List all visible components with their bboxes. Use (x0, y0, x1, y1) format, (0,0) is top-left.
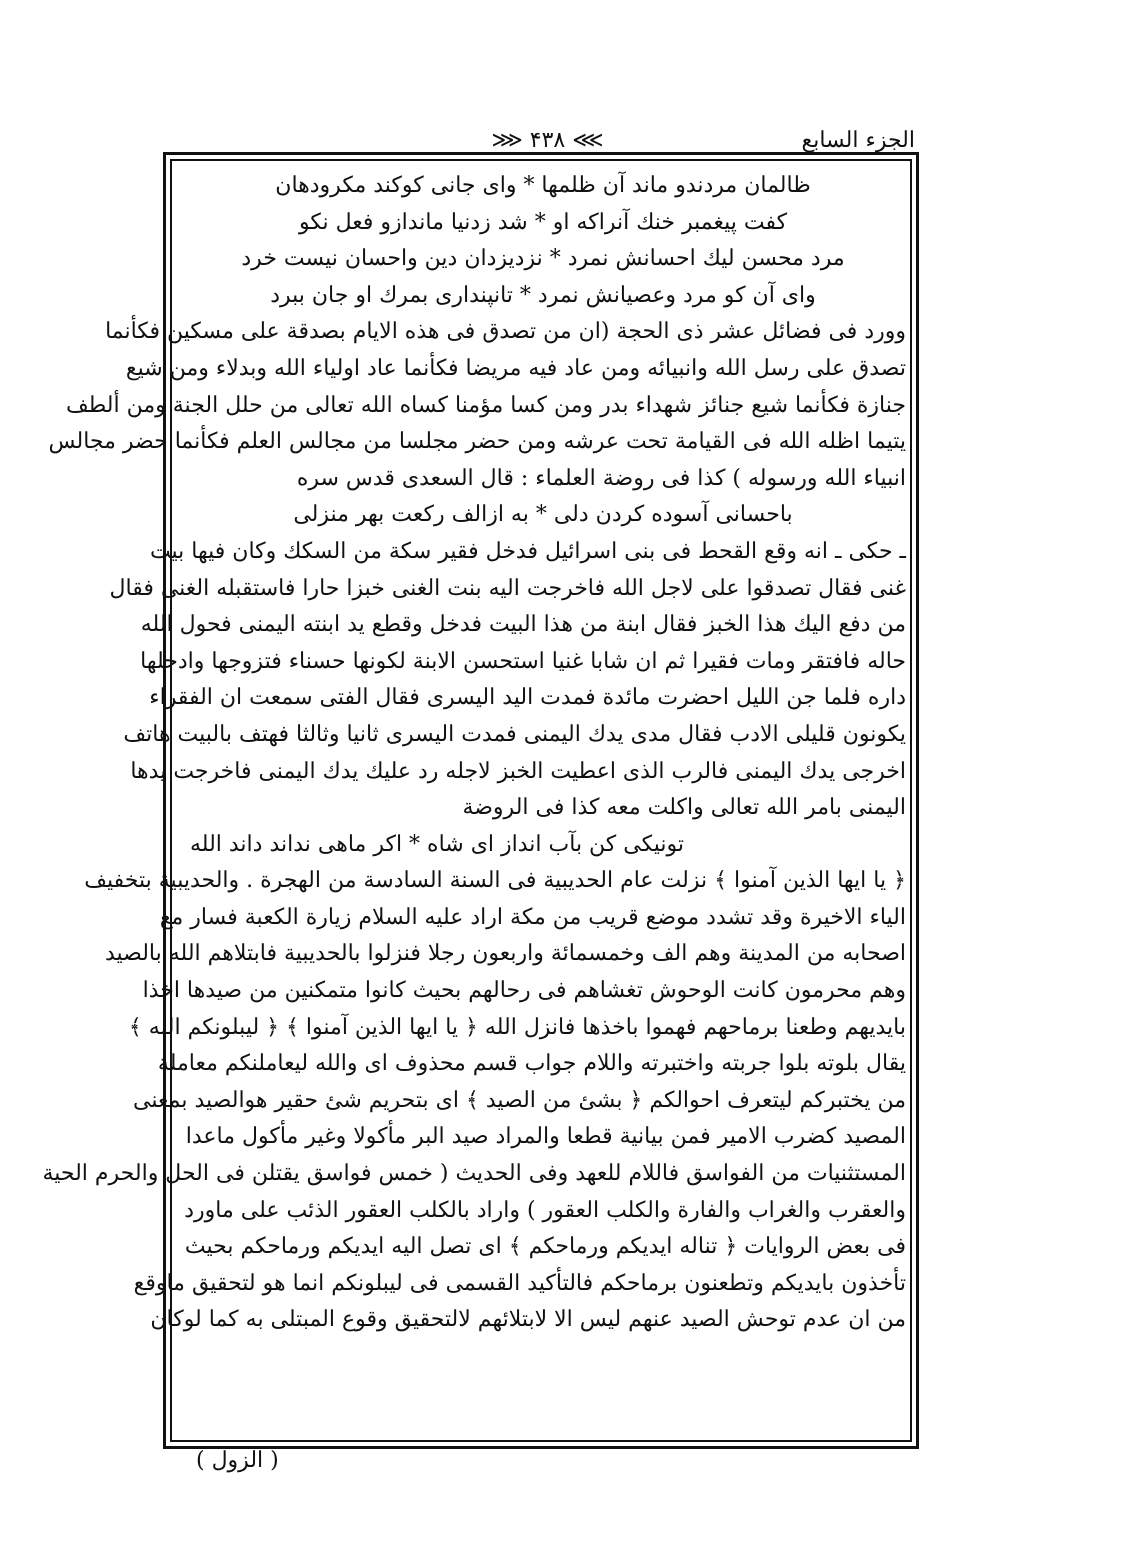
verse-line: باحسانی آسوده کردن دلی * به ازالف رکعت بهر منزلی (293, 502, 793, 528)
text-line: حاله فافتقر ومات فقیرا ثم ان شابا غنیا استحسن الابنة لکونها حسناء فتزوجها وادخلها (140, 648, 906, 674)
volume-label: الجزء السابع (801, 128, 915, 153)
text-line: جنازة فکأنما شیع جنائز شهداء بدر ومن کسا مؤمنا کساه الله تعالی من حلل الجنة ومن ألطف (65, 392, 906, 418)
text-line: تأخذون بایدیکم وتطعنون برماحکم فالتأکید القسمی فی لیبلونکم انما هو لتحقیق ماوقع (133, 1270, 906, 1296)
text-line: غنی فقال تصدقوا علی لاجل الله فاخرجت الیه بنت الغنی خبزا حارا فاستقبله الغنی فقال (109, 575, 906, 601)
page-number: ⋙ ۴۳۸ ⋘ (491, 128, 604, 153)
text-line: من دفع الیك هذا الخبز فقال ابنة من هذا البیت فدخل وقطع ید ابنته الیمنی فحول الله (140, 612, 906, 638)
catchword: ( الزول ) (196, 1448, 279, 1473)
verse-line: کفت پیغمبر خنك آنراکه او * شد زدنیا ماندازو فعل نکو (298, 209, 788, 235)
text-line: اصحابه من المدینة وهم الف وخمسمائة واربعون رجلا فنزلوا بالحدیبیة فابتلاهم الله بالصید (104, 941, 906, 967)
verse-line: مرد محسن لیك احسانش نمرد * نزدیزدان دین واحسان نیست خرد (241, 246, 845, 272)
text-line: وهم محرمون کانت الوحوش تغشاهم فی رحالهم بحیث کانوا متمکنین من صیدها اخذا (142, 978, 906, 1004)
page-body (42, 168, 906, 1339)
page-number-value: ۴۳۸ (529, 128, 566, 153)
text-line: المستثنیات من الفواسق فاللام للعهد وفی الحدیث ( خمس فواسق یقتلن فی الحل والحرم الحیة (42, 1161, 906, 1187)
text-line: فی بعض الروایات ﴿ تناله ایدیکم ورماحکم ﴾ ای تصل الیه ایدیکم ورماحکم بحیث (184, 1234, 906, 1260)
text-line: یقال بلوته بلوا جربته واختبرته واللام جواب قسم محذوف ای والله لیعاملنکم معاملة (157, 1051, 906, 1077)
text-line: اخرجی یدك الیمنی فالرب الذی اعطیت الخبز لاجله رد علیك یدك الیمنی فاخرجت یدها (130, 758, 906, 784)
text-line: من ان عدم توحش الصید عنهم لیس الا لابتلائهم لالتحقیق وقوع المبتلی به کما لوکان (150, 1307, 906, 1333)
text-line: داره فلما جن اللیل احضرت مائدة فمدت الید الیسری فقال الفتی سمعت ان الفقراء (149, 685, 906, 711)
text-line: ﴿ یا ایها الذین آمنوا ﴾ نزلت عام الحدیبیة فی السنة السادسة من الهجرة . والحدیبیة بتخفیف (84, 868, 906, 894)
text-line: بایدیهم وطعنا برماحهم فهموا باخذها فانزل الله ﴿ یا ایها الذین آمنوا ﴾ ﴿ لیبلونکم الله ﴾ (128, 1014, 906, 1040)
text-line: الیمنی بامر الله تعالی واکلت معه کذا فی الروضة (462, 795, 906, 821)
text-line: یکونون قلیلی الادب فقال مدی یدك الیمنی فمدت الیسری ثانیا وثالثا فهتف بالبیت هاتف (123, 721, 906, 747)
text-line: المصید کضرب الامیر فمن بیانیة قطعا والمراد صید البر مأکولا وغیر مأکول ماعدا (185, 1124, 906, 1150)
text-line: وورد فی فضائل عشر ذی الحجة (ان من تصدق فی هذه الایام بصدقة علی مسکین فکأنما (105, 319, 906, 345)
text-line: انبیاء الله ورسوله ) کذا فی روضة العلماء : قال السعدی قدس سره (296, 465, 906, 491)
text-line: ـ حکی ـ انه وقع القحط فی بنی اسرائیل فدخل فقیر سکة من السکك وکان فیها بیت (149, 538, 906, 564)
text-line: والعقرب والغراب والفارة والکلب العقور ) واراد بالکلب العقور الذئب علی ماورد (184, 1197, 906, 1223)
verse-line: تونیکی کن بآب انداز ای شاه * اکر ماهی نداند داند الله (190, 831, 685, 857)
text-line: یتیما اظله الله فی القیامة تحت عرشه ومن حضر مجلسا من مجالس العلم فکأنما حضر مجالس (48, 429, 906, 455)
text-line: الیاء الاخیرة وقد تشدد موضع قریب من مکة اراد علیه السلام زیارة الکعبة فسار مع (159, 904, 906, 930)
text-line: تصدق علی رسل الله وانبیائه ومن عاد فیه مریضا فکأنما عاد اولیاء الله وبدلاء ومن شیع (125, 355, 906, 381)
verse-line: ظالمان مردندو ماند آن ظلمها * وای جانی کوکند مکرودهان (275, 173, 811, 198)
text-line: من یختبرکم لیتعرف احوالکم ﴿ بشئ من الصید ﴾ ای بتحریم شئ حقیر هوالصید بمعنی (133, 1087, 906, 1113)
verse-line: وای آن کو مرد وعصیانش نمرد * تانپنداری بمرك او جان ببرد (270, 282, 816, 308)
